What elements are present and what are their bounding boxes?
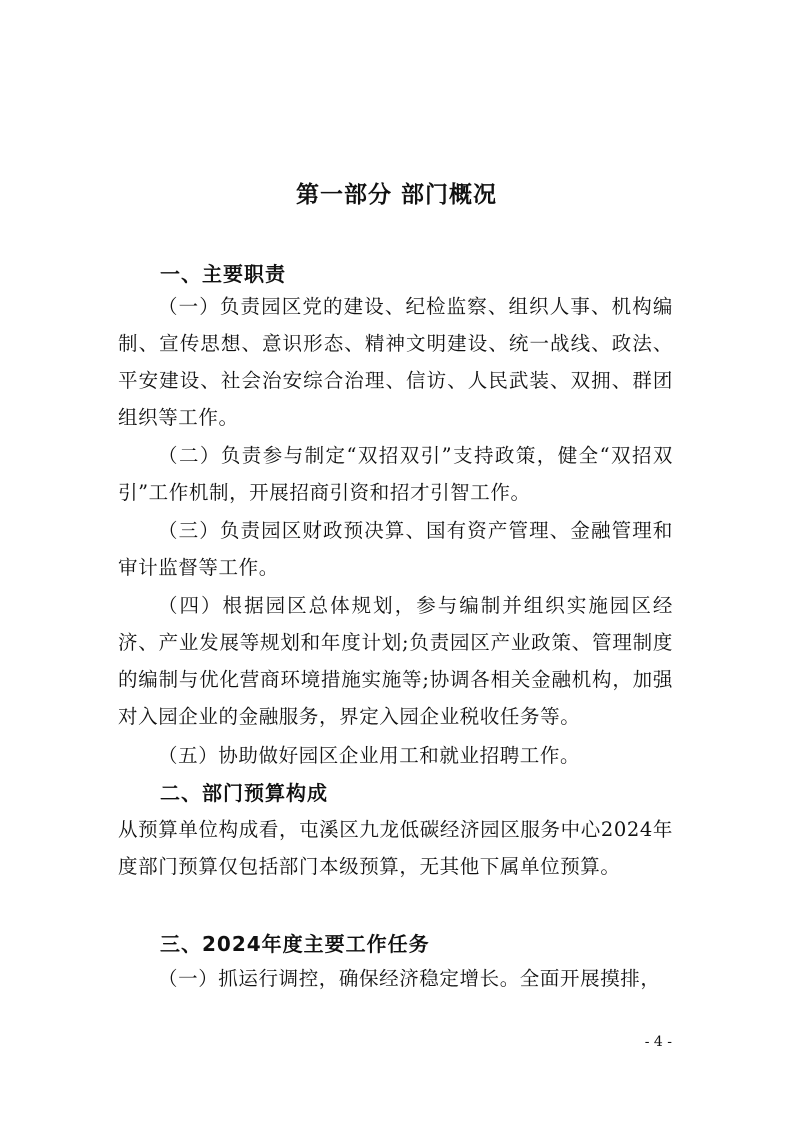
paragraph-task-1: （一）抓运行调控，确保经济稳定增长。全面开展摸排，	[158, 967, 661, 990]
section-heading-budget-composition: 二、部门预算构成	[160, 781, 328, 805]
page-number: - 4 -	[644, 1034, 672, 1050]
paragraph-duty-4: （四）根据园区总体规划，参与编制并组织实施园区经济、产业发展等规划和年度计划;负责园区产业政策、管理制度的编制与优化营商环境措施实施等;协调各相关金融机构，加强对入园企业的金融服务，界定入园企业税收任务等。	[118, 594, 673, 728]
paragraph-duty-2: （二）负责参与制定“双招双引”支持政策，健全“双招双引”工作机制，开展招商引资和招才引智工作。	[118, 444, 673, 504]
paragraph-duty-1: （一）负责园区党的建设、纪检监察、组织人事、机构编制、宣传思想、意识形态、精神文明建设、统一战线、政法、平安建设、社会治安综合治理、信访、人民武装、双拥、群团组织等工作。	[118, 295, 673, 429]
section-heading-main-tasks: 三、2024年度主要工作任务	[160, 932, 430, 956]
paragraph-duty-5: （五）协助做好园区企业用工和就业招聘工作。	[158, 744, 581, 767]
section-heading-main-duties: 一、主要职责	[160, 262, 286, 286]
page-title: 第一部分 部门概况	[295, 182, 497, 208]
paragraph-budget-composition: 从预算单位构成看，屯溪区九龙低碳经济园区服务中心2024年度部门预算仅包括部门本级预算，无其他下属单位预算。	[118, 818, 673, 878]
paragraph-duty-3: （三）负责园区财政预决算、国有资产管理、金融管理和审计监督等工作。	[118, 519, 673, 579]
